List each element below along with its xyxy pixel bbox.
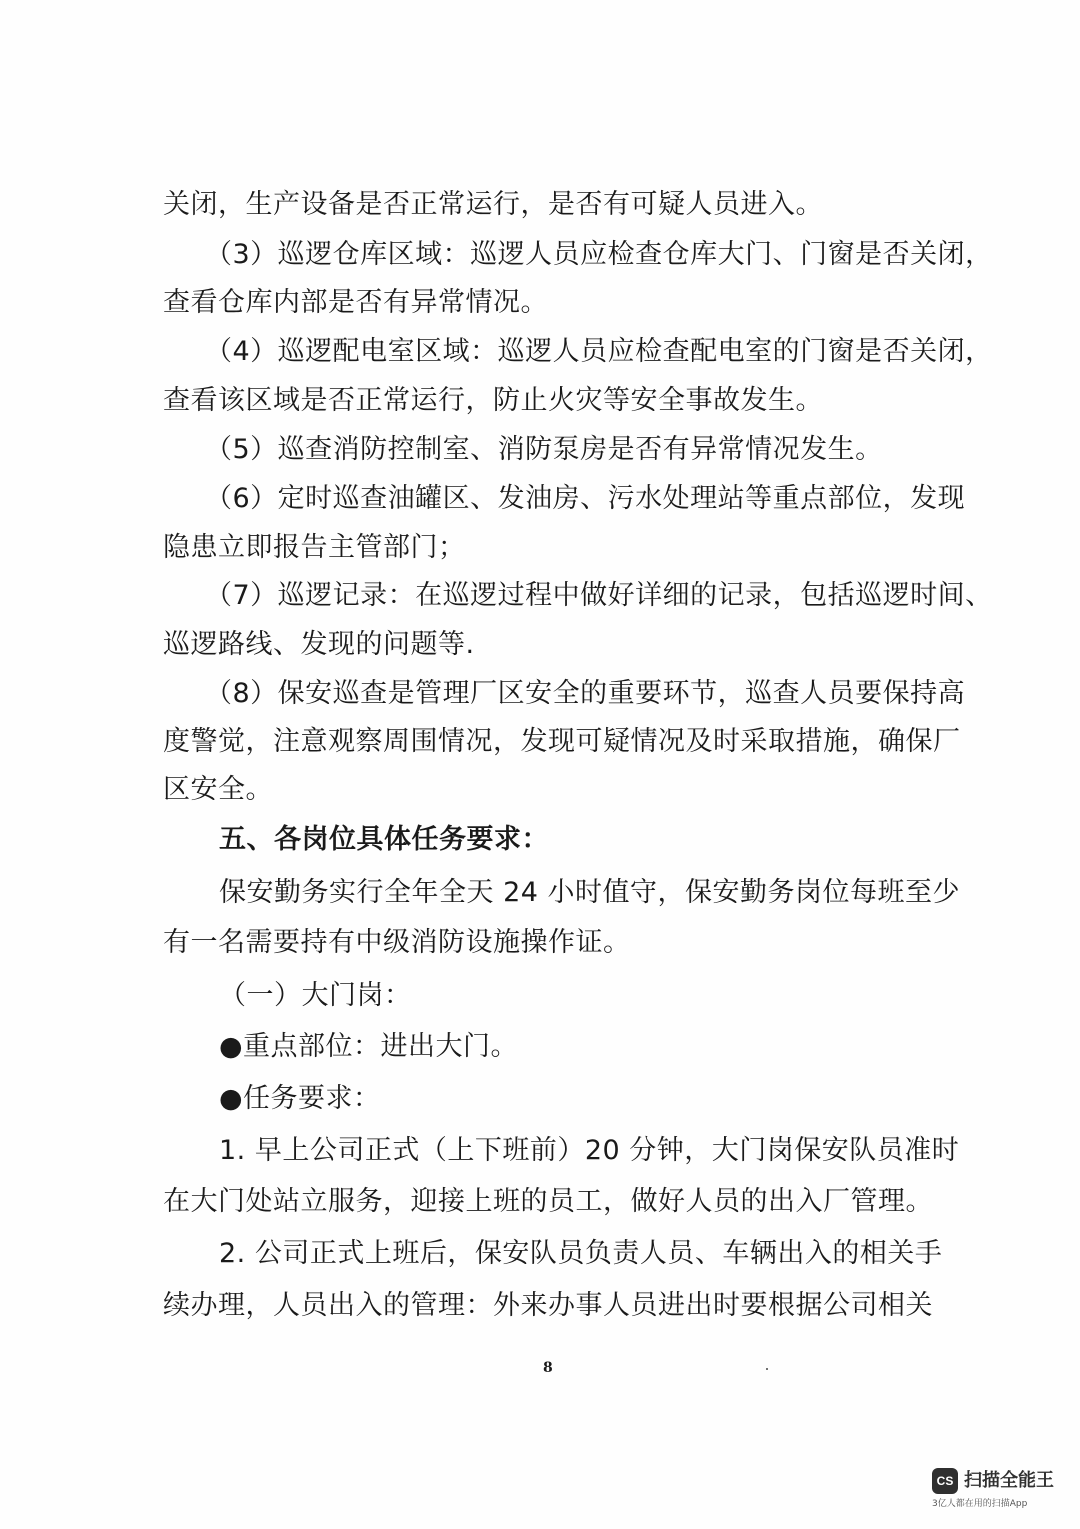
text-line: 保安勤务实行全年全天 24 小时值守，保安勤务岗位每班至少: [219, 877, 961, 908]
text-line: 1. 早上公司正式（上下班前）20 分钟，大门岗保安队员准时: [219, 1135, 960, 1166]
watermark-title: 扫描全能王: [964, 1470, 1054, 1491]
text-line: 在大门处站立服务，迎接上班的员工，做好人员的出入厂管理。: [163, 1186, 933, 1217]
text-line: 查看仓库内部是否有异常情况。: [163, 287, 548, 318]
camscanner-logo-icon: CS: [932, 1468, 958, 1494]
text-line: 查看该区域是否正常运行，防止火灾等安全事故发生。: [163, 385, 823, 416]
text-line: （8）保安巡查是管理厂区安全的重要环节，巡查人员要保持高: [205, 678, 966, 709]
page-number: 8: [543, 1360, 553, 1376]
text-line: （7）巡逻记录：在巡逻过程中做好详细的记录，包括巡逻时间、: [205, 580, 993, 611]
text-line: （3）巡逻仓库区域：巡逻人员应检查仓库大门、门窗是否关闭，: [205, 239, 993, 270]
text-line: 区安全。: [163, 774, 273, 805]
text-line: 有一名需要持有中级消防设施操作证。: [163, 927, 631, 958]
text-line: 续办理，人员出入的管理：外来办事人员进出时要根据公司相关: [163, 1290, 933, 1321]
text-line: 2. 公司正式上班后，保安队员负责人员、车辆出入的相关手: [219, 1238, 943, 1269]
subsection-heading: （一）大门岗：: [219, 980, 412, 1011]
scan-speck: [766, 1368, 768, 1370]
text-line: 关闭，生产设备是否正常运行，是否有可疑人员进入。: [163, 189, 823, 220]
scanner-watermark: [930, 1466, 1060, 1512]
text-line: （6）定时巡查油罐区、发油房、污水处理站等重点部位，发现: [205, 483, 966, 514]
text-line: （5）巡查消防控制室、消防泵房是否有异常情况发生。: [205, 434, 883, 465]
section-heading: 五、各岗位具体任务要求：: [219, 824, 549, 855]
text-line: 巡逻路线、发现的问题等.: [163, 629, 475, 660]
bullet-item: ●重点部位：进出大门。: [219, 1031, 519, 1062]
text-line: 隐患立即报告主管部门；: [163, 532, 466, 563]
text-line: 度警觉，注意观察周围情况，发现可疑情况及时采取措施，确保厂: [163, 726, 961, 757]
bullet-item: ●任务要求：: [219, 1083, 381, 1114]
text-line: （4）巡逻配电室区域：巡逻人员应检查配电室的门窗是否关闭，: [205, 336, 993, 367]
watermark-tagline: 3亿人都在用的扫描App: [932, 1499, 1028, 1509]
